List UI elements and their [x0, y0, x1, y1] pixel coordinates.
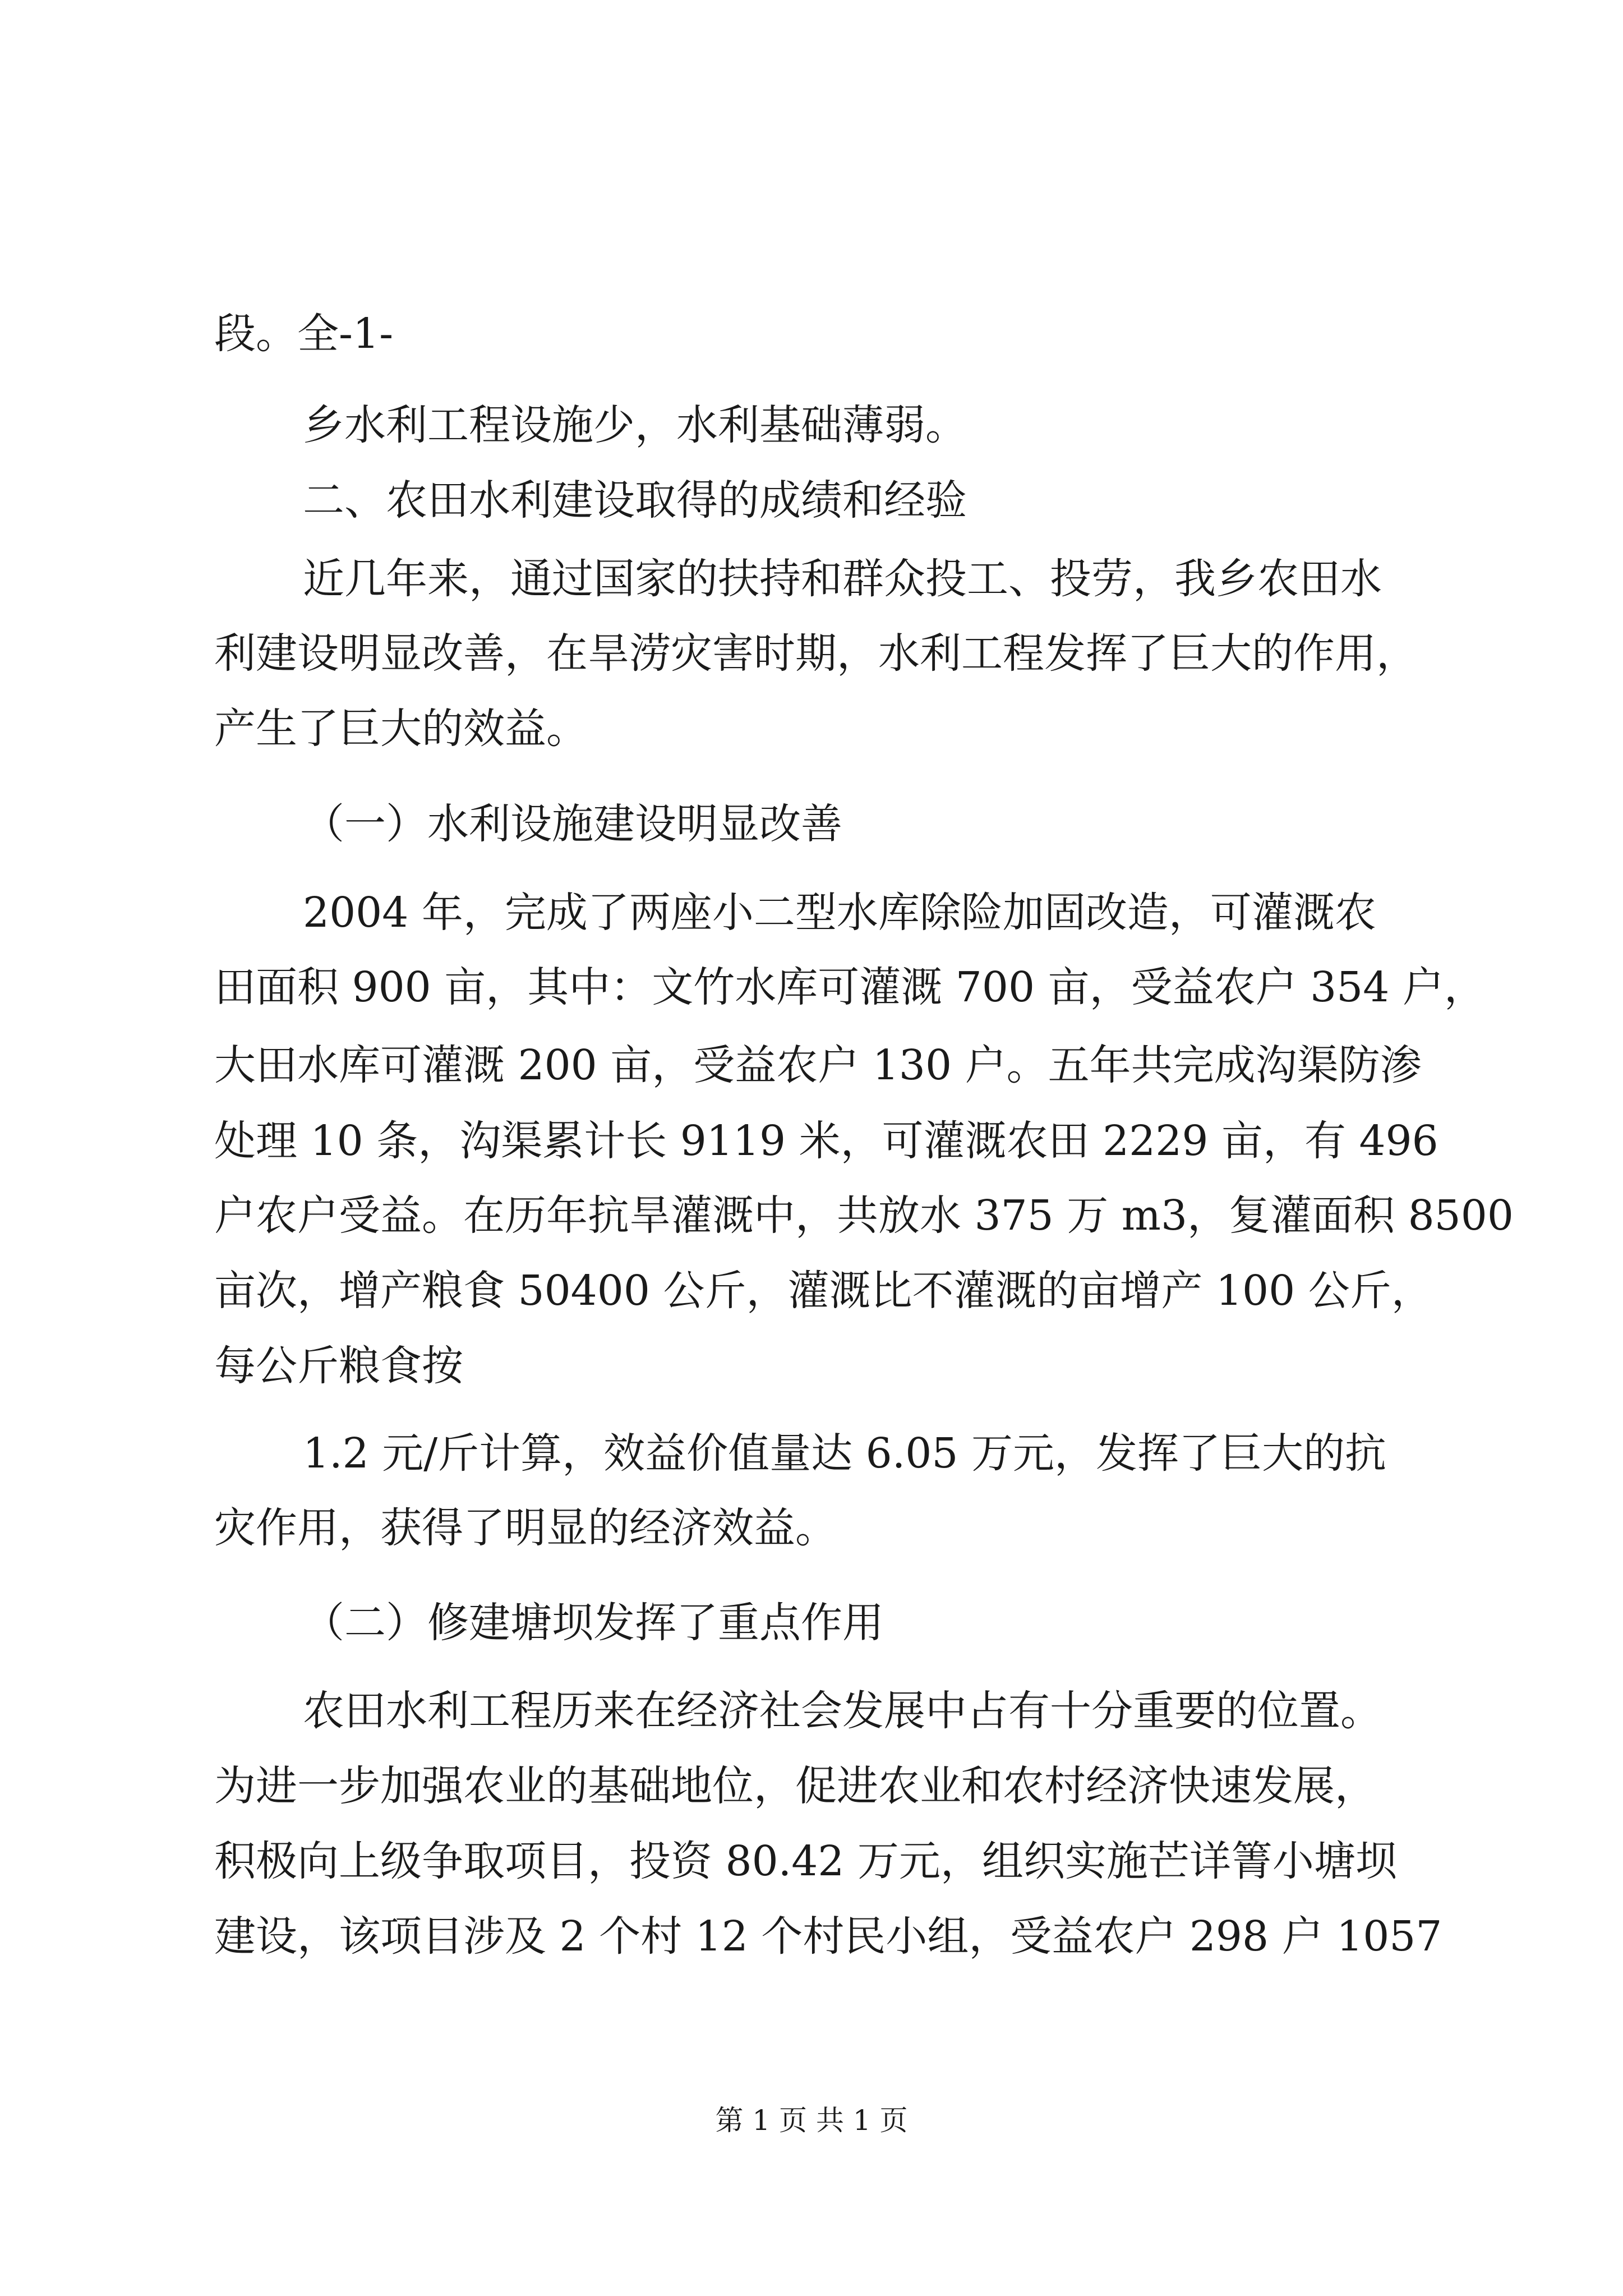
text-line-15: 1.2 元/斤计算，效益价值量达 6.05 万元，发挥了巨大的抗 [303, 1429, 1386, 1478]
text-line-14: 每公斤粮食按 [214, 1342, 463, 1390]
text-line-11: 处理 10 条，沟渠累计长 9119 米，可灌溉农田 2229 亩，有 496 [214, 1117, 1438, 1165]
text-line-13: 亩次，增产粮食 50400 公斤，灌溉比不灌溉的亩增产 100 公斤， [214, 1267, 1433, 1315]
subsection-heading-2: （二）修建塘坝发挥了重点作用 [303, 1599, 884, 1647]
text-line-16: 灾作用，获得了明显的经济效益。 [214, 1504, 837, 1552]
text-line-9: 田面积 900 亩，其中：文竹水库可灌溉 700 亩，受益农户 354 户， [214, 963, 1486, 1011]
text-line-6: 产生了巨大的效益。 [214, 705, 588, 753]
text-line-12: 户农户受益。在历年抗旱灌溉中，共放水 375 万 m3，复灌面积 8500 [214, 1191, 1514, 1240]
text-line-18: 农田水利工程历来在经济社会发展中占有十分重要的位置。 [303, 1687, 1382, 1735]
text-line-8: 2004 年，完成了两座小二型水库除险加固改造，可灌溉农 [303, 889, 1376, 937]
text-line-19: 为进一步加强农业的基础地位，促进农业和农村经济快速发展， [214, 1762, 1376, 1810]
page-footer: 第 1 页 共 1 页 [715, 2104, 908, 2137]
text-line-21: 建设，该项目涉及 2 个村 12 个村民小组，受益农户 298 户 1057 [214, 1912, 1442, 1961]
text-line-1: 段。全-1- [214, 310, 394, 358]
text-line-2: 乡水利工程设施少，水利基础薄弱。 [303, 401, 967, 449]
text-line-4: 近几年来，通过国家的扶持和群众投工、投劳，我乡农田水 [303, 555, 1382, 603]
section-heading-2: 二、农田水利建设取得的成绩和经验 [303, 476, 967, 524]
text-line-20: 积极向上级争取项目，投资 80.42 万元，组织实施芒详箐小塘坝 [214, 1837, 1397, 1885]
text-line-10: 大田水库可灌溉 200 亩，受益农户 130 户。五年共完成沟渠防渗 [214, 1041, 1422, 1089]
text-line-5: 利建设明显改善，在旱涝灾害时期，水利工程发挥了巨大的作用， [214, 629, 1418, 678]
subsection-heading-1: （一）水利设施建设明显改善 [303, 800, 842, 848]
